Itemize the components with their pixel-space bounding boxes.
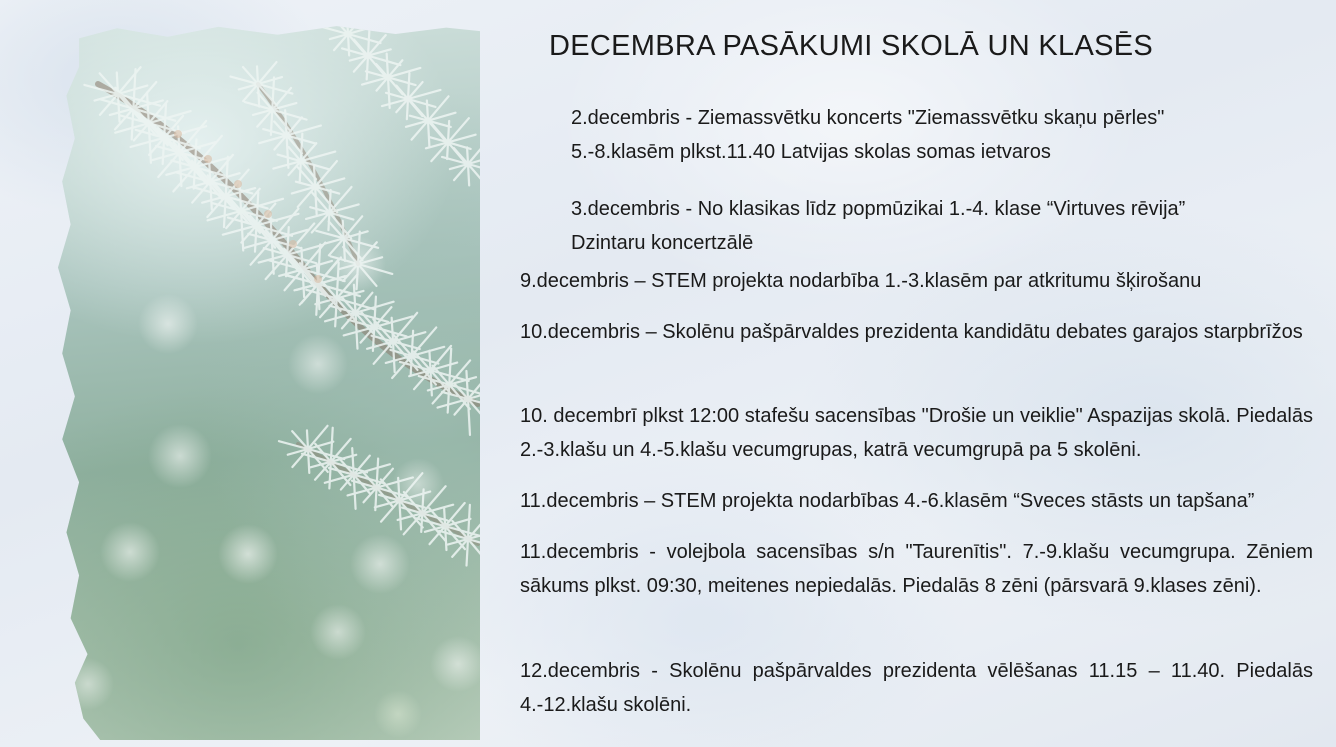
fir-branch-illustration [58,24,480,740]
event-item-7: 11.decembris - volejbola sacensības s/n "Taurenītis". 7.-9.klašu vecumgrupa. Zēniem sākums plkst. 09:30, meitenes nepiedalās. Piedalās 8 zēni (pārsvarā 9.klases zēni). [520,541,1313,597]
event-item-1 [571,101,1311,169]
event-line: 3.decembris - No klasikas līdz popmūzikai 1.-4. klase “Virtuves rēvija” [571,198,1186,220]
page-title: DECEMBRA PASĀKUMI SKOLĀ UN KLASĒS [549,30,1154,62]
event-line: 5.-8.klasēm plkst.11.40 Latvijas skolas somas ietvaros [571,141,1051,163]
event-item-5: 10. decembrī plkst 12:00 stafešu sacensības "Drošie un veiklie" Aspazijas skolā. Piedalās 2.-3.klašu un 4.-5.klašu vecumgrupas, katrā vecumgrupā pa 5 skolēni. [520,405,1313,461]
event-line: Dzintaru koncertzālē [571,232,754,254]
event-line: 2.decembris - Ziemassvētku koncerts "Ziemassvētku skaņu pērles" [571,107,1165,129]
event-item-4: 10.decembris – Skolēnu pašpārvaldes prezidenta kandidātu debates garajos starpbrīžos [520,321,1303,343]
event-item-2 [571,192,1311,260]
event-item-8: 12.decembris - Skolēnu pašpārvaldes prezidenta vēlēšanas 11.15 – 11.40. Piedalās 4.-12.klašu skolēni. [520,660,1313,716]
fir-branch-photo [58,24,480,740]
event-item-6: 11.decembris – STEM projekta nodarbības 4.-6.klasēm “Sveces stāsts un tapšana” [520,490,1255,512]
event-item-3: 9.decembris – STEM projekta nodarbība 1.-3.klasēm par atkritumu šķirošanu [520,270,1202,292]
